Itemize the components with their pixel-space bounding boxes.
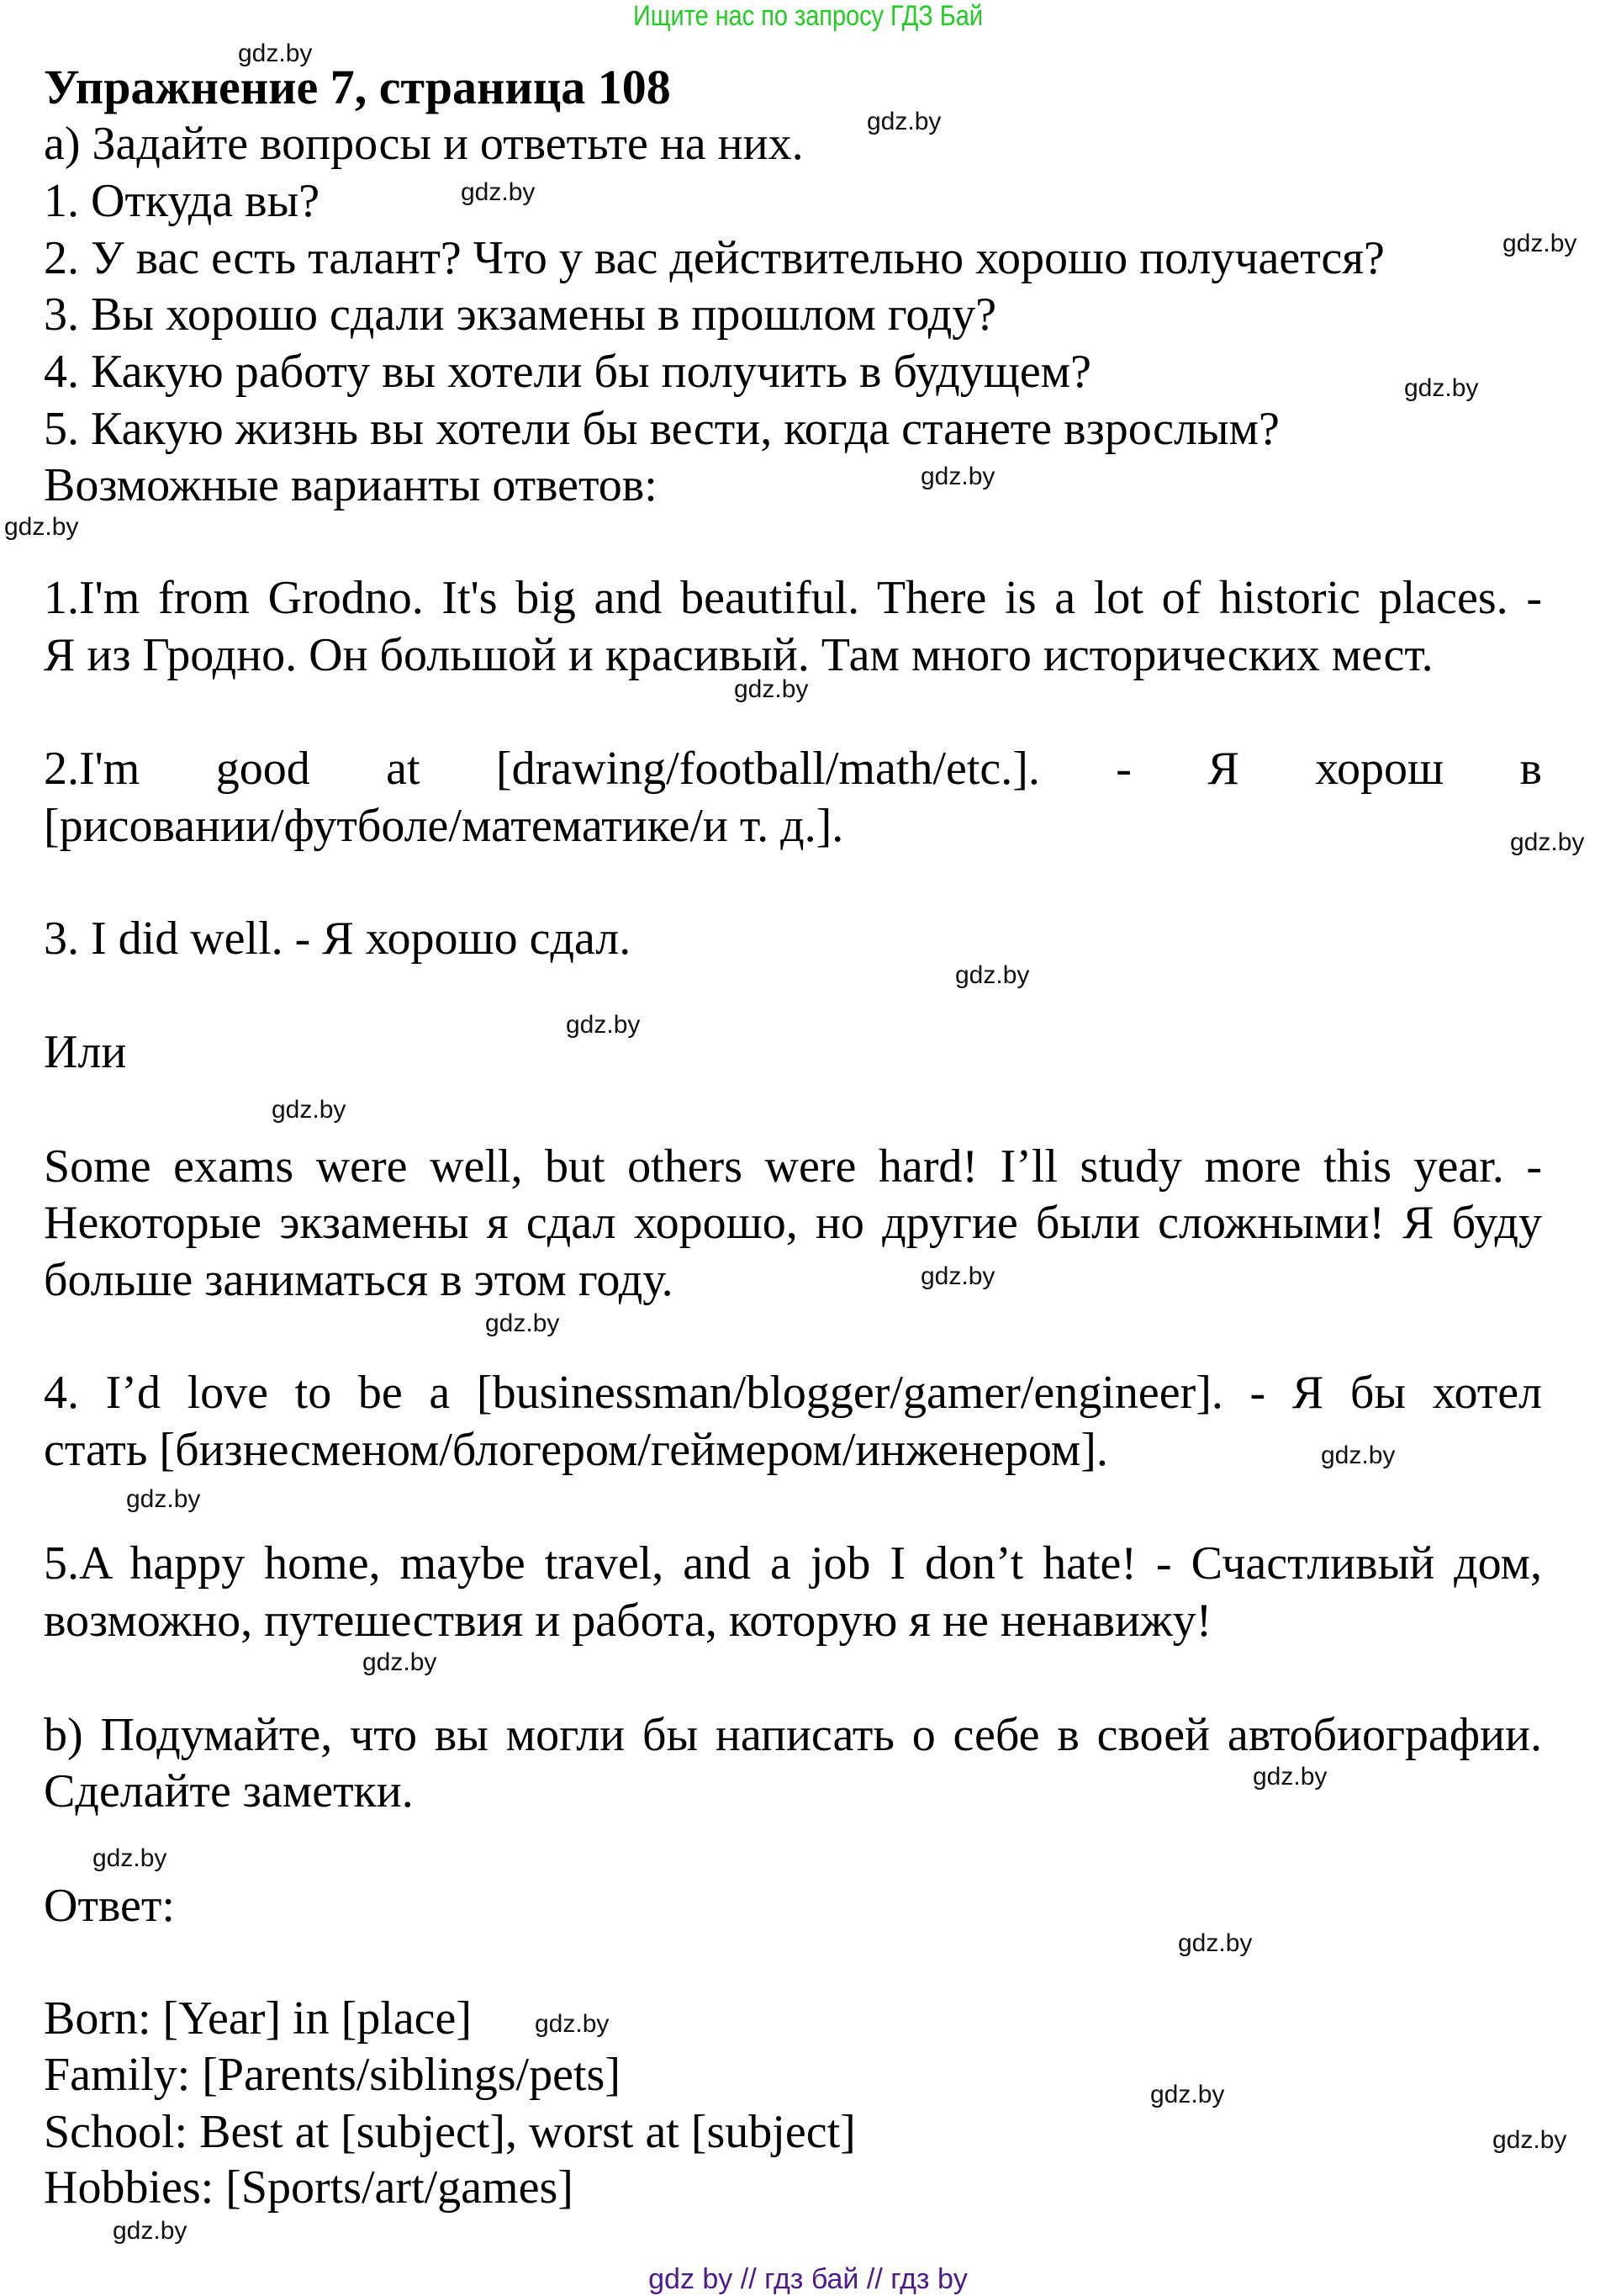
watermark: gdz.by (362, 1648, 437, 1676)
task-b-line-1: b) Подумайте, что вы могли бы написать о себе в своей автобиографии. (44, 1709, 1542, 1761)
watermark: gdz.by (272, 1096, 346, 1124)
watermark: gdz.by (1321, 1442, 1396, 1469)
answer-1-ru: Я из Гродно. Он большой и красивый. Там много исторических мест. (44, 629, 1434, 681)
note-born: Born: [Year] in [place] (44, 1992, 473, 2045)
answer-4-line-1: 4. I’d love to be a [businessman/blogger/gamer/engineer]. - Я бы хотел (44, 1367, 1542, 1419)
watermark: gdz.by (126, 1485, 201, 1513)
answer-label: Ответ: (44, 1880, 175, 1932)
answer-3-alt-line-3: больше заниматься в этом году. (44, 1254, 673, 1306)
answer-3-or: Или (44, 1026, 127, 1078)
watermark: gdz.by (566, 1011, 641, 1039)
watermark: gdz.by (867, 108, 942, 135)
note-hobbies: Hobbies: [Sports/art/games] (44, 2161, 573, 2214)
answer-5-line-1: 5.A happy home, maybe travel, and a job I don’t hate! - Счастливый дом, (44, 1537, 1542, 1590)
answer-1-en: 1.I'm from Grodno. It's big and beautiful. There is a lot of historic places. - (44, 572, 1542, 624)
watermark: gdz.by (1502, 230, 1577, 257)
question-5: 5. Какую жизнь вы хотели бы вести, когда станете взрослым? (44, 403, 1280, 455)
watermark: gdz.by (535, 2010, 610, 2038)
footer-links[interactable]: gdz by // гдз бай // гдз by (648, 2263, 968, 2295)
watermark: gdz.by (1253, 1763, 1328, 1791)
note-family: Family: [Parents/siblings/pets] (44, 2049, 621, 2101)
answer-5-line-2: возможно, путешествия и работа, которую я не ненавижу! (44, 1595, 1212, 1647)
watermark: gdz.by (1492, 2126, 1567, 2154)
search-banner[interactable]: Ищите нас по запросу ГДЗ Бай (633, 0, 983, 32)
watermark: gdz.by (734, 675, 809, 703)
task-b-line-2: Сделайте заметки. (44, 1765, 414, 1817)
watermark: gdz.by (1178, 1929, 1253, 1957)
answer-3-alt-line-1: Some exams were well, but others were hard! I’ll study more this year. - (44, 1140, 1542, 1193)
question-1: 1. Откуда вы? (44, 175, 320, 227)
answer-2-line-2: [рисовании/футболе/математике/и т. д.]. (44, 800, 844, 852)
watermark: gdz.by (921, 1262, 995, 1290)
watermark: gdz.by (113, 2217, 187, 2245)
question-3: 3. Вы хорошо сдали экзамены в прошлом году? (44, 288, 997, 341)
watermark: gdz.by (92, 1844, 167, 1872)
watermark: gdz.by (921, 463, 995, 490)
watermark: gdz.by (461, 178, 536, 206)
note-school: School: Best at [subject], worst at [subject] (44, 2106, 856, 2158)
question-4: 4. Какую работу вы хотели бы получить в будущем? (44, 346, 1091, 398)
watermark: gdz.by (4, 513, 79, 541)
watermark: gdz.by (1150, 2081, 1225, 2108)
page-title: Упражнение 7, страница 108 (44, 60, 671, 114)
watermark: gdz.by (1510, 828, 1585, 856)
watermark: gdz.by (485, 1309, 560, 1337)
watermark: gdz.by (238, 40, 313, 67)
answer-2-line-1: 2.I'm good at [drawing/football/math/etc.]. - Я хорош в (44, 743, 1542, 795)
answer-3: 3. I did well. - Я хорошо сдал. (44, 913, 631, 965)
question-2: 2. У вас есть талант? Что у вас действительно хорошо получается? (44, 232, 1385, 284)
task-a: а) Задайте вопросы и ответьте на них. (44, 118, 804, 170)
answer-3-alt-line-2: Некоторые экзамены я сдал хорошо, но другие были сложными! Я буду (44, 1197, 1542, 1249)
watermark: gdz.by (1404, 374, 1479, 402)
answers-heading: Возможные варианты ответов: (44, 459, 657, 511)
answer-4-line-2: стать [бизнесменом/блогером/геймером/инженером]. (44, 1424, 1108, 1476)
watermark: gdz.by (955, 961, 1030, 989)
